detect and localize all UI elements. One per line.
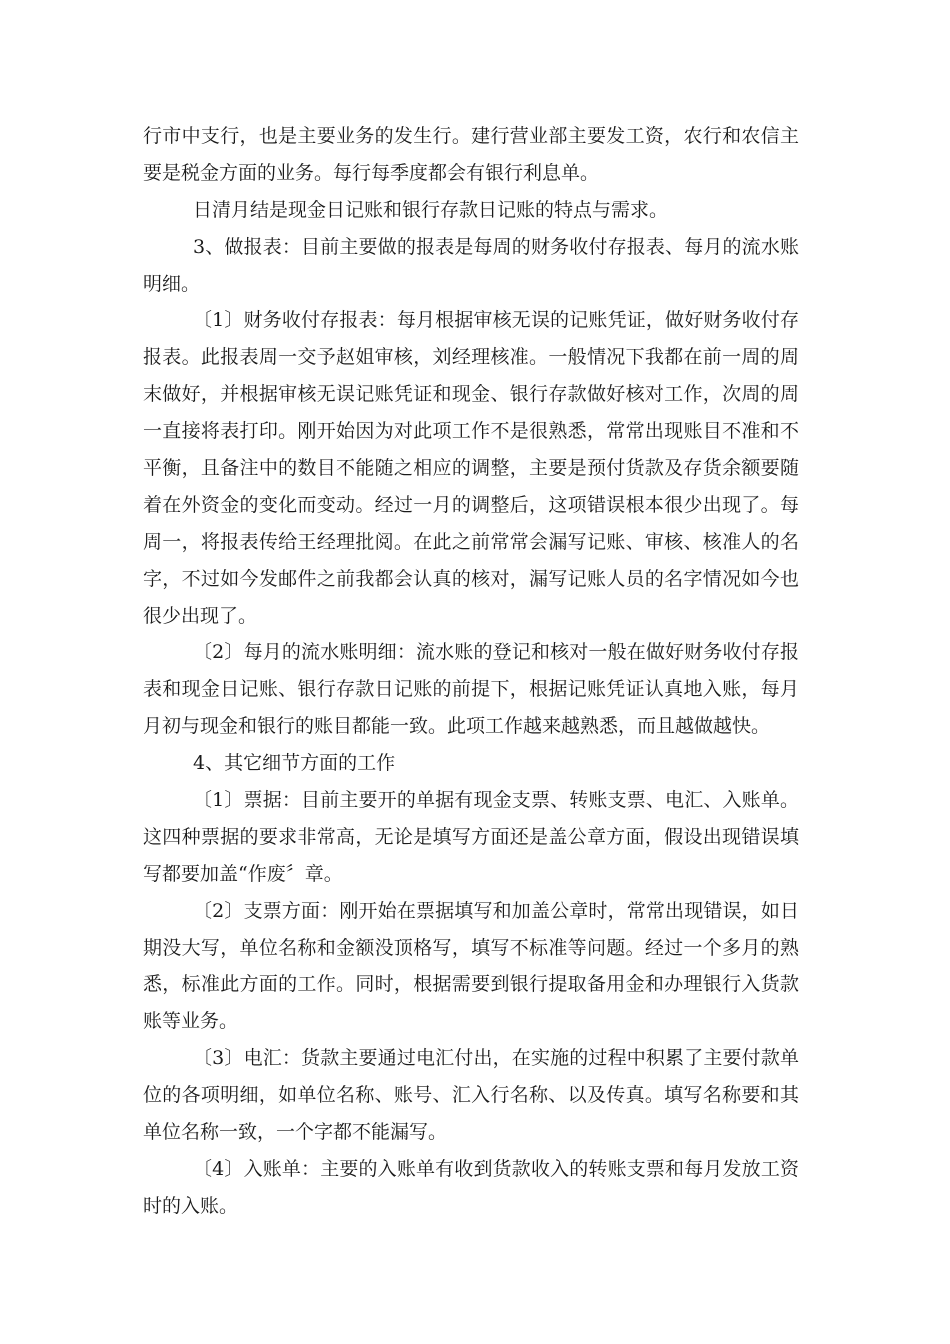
text-line: 很少出现了。 bbox=[143, 604, 258, 627]
text-line: 〔4〕入账单：主要的入账单有收到货款收入的转账支票和每月发放工资 bbox=[193, 1157, 799, 1180]
text-line: 月初与现金和银行的账目都能一致。此项工作越来越熟悉，而且越做越快。 bbox=[143, 715, 771, 738]
text-line: 〔2〕支票方面：刚开始在票据填写和加盖公章时，常常出现错误，如日 bbox=[193, 899, 799, 922]
text-line: 着在外资金的变化而变动。经过一月的调整后，这项错误根本很少出现了。每 bbox=[143, 493, 799, 516]
text-line: 〔3〕电汇：货款主要通过电汇付出，在实施的过程中积累了主要付款单 bbox=[193, 1047, 799, 1070]
text-line: 末做好，并根据审核无误记账凭证和现金、银行存款做好核对工作，次周的周 bbox=[143, 383, 799, 406]
text-line: 3、做报表：目前主要做的报表是每周的财务收付存报表、每月的流水账 bbox=[193, 235, 799, 258]
text-line: 一直接将表打印。刚开始因为对此项工作不是很熟悉，常常出现账目不准和不 bbox=[143, 420, 799, 443]
text-line: 〔1〕财务收付存报表：每月根据审核无误的记账凭证，做好财务收付存 bbox=[193, 309, 799, 332]
text-line: 写都要加盖“作废〞章。 bbox=[143, 862, 343, 885]
text-line: 日清月结是现金日记账和银行存款日记账的特点与需求。 bbox=[193, 198, 669, 221]
text-line: 4、其它细节方面的工作 bbox=[193, 752, 396, 775]
text-line: 单位名称一致，一个字都不能漏写。 bbox=[143, 1121, 448, 1144]
text-line: 周一，将报表传给王经理批阅。在此之前常常会漏写记账、审核、核准人的名 bbox=[143, 530, 799, 553]
text-line: 期没大写，单位名称和金额没顶格写，填写不标准等问题。经过一个多月的熟 bbox=[143, 936, 799, 959]
text-line: 行市中支行，也是主要业务的发生行。建行营业部主要发工资，农行和农信主 bbox=[143, 125, 799, 147]
text-line: 悉，标准此方面的工作。同时，根据需要到银行提取备用金和办理银行入货款 bbox=[143, 973, 799, 996]
text-line: 表和现金日记账、银行存款日记账的前提下，根据记账凭证认真地入账，每月 bbox=[143, 678, 799, 701]
document-body bbox=[143, 118, 799, 1225]
text-line: 〔2〕每月的流水账明细：流水账的登记和核对一般在做好财务收付存报 bbox=[193, 641, 799, 664]
text-line: 字，不过如今发邮件之前我都会认真的核对，漏写记账人员的名字情况如今也 bbox=[143, 567, 799, 590]
text-line: 〔1〕票据：目前主要开的单据有现金支票、转账支票、电汇、入账单。 bbox=[193, 789, 799, 812]
text-line: 报表。此报表周一交予赵姐审核，刘经理核准。一般情况下我都在前一周的周 bbox=[143, 346, 799, 369]
text-line: 明细。 bbox=[143, 272, 201, 295]
text-line: 位的各项明细，如单位名称、账号、汇入行名称、以及传真。填写名称要和其 bbox=[143, 1084, 799, 1107]
text-line: 要是税金方面的业务。每行每季度都会有银行利息单。 bbox=[143, 161, 600, 184]
text-line: 这四种票据的要求非常高，无论是填写方面还是盖公章方面，假设出现错误填 bbox=[143, 825, 799, 848]
text-line: 平衡，且备注中的数目不能随之相应的调整，主要是预付货款及存货余额要随 bbox=[143, 457, 799, 480]
text-line: 时的入账。 bbox=[143, 1194, 239, 1217]
text-line: 账等业务。 bbox=[143, 1010, 239, 1033]
